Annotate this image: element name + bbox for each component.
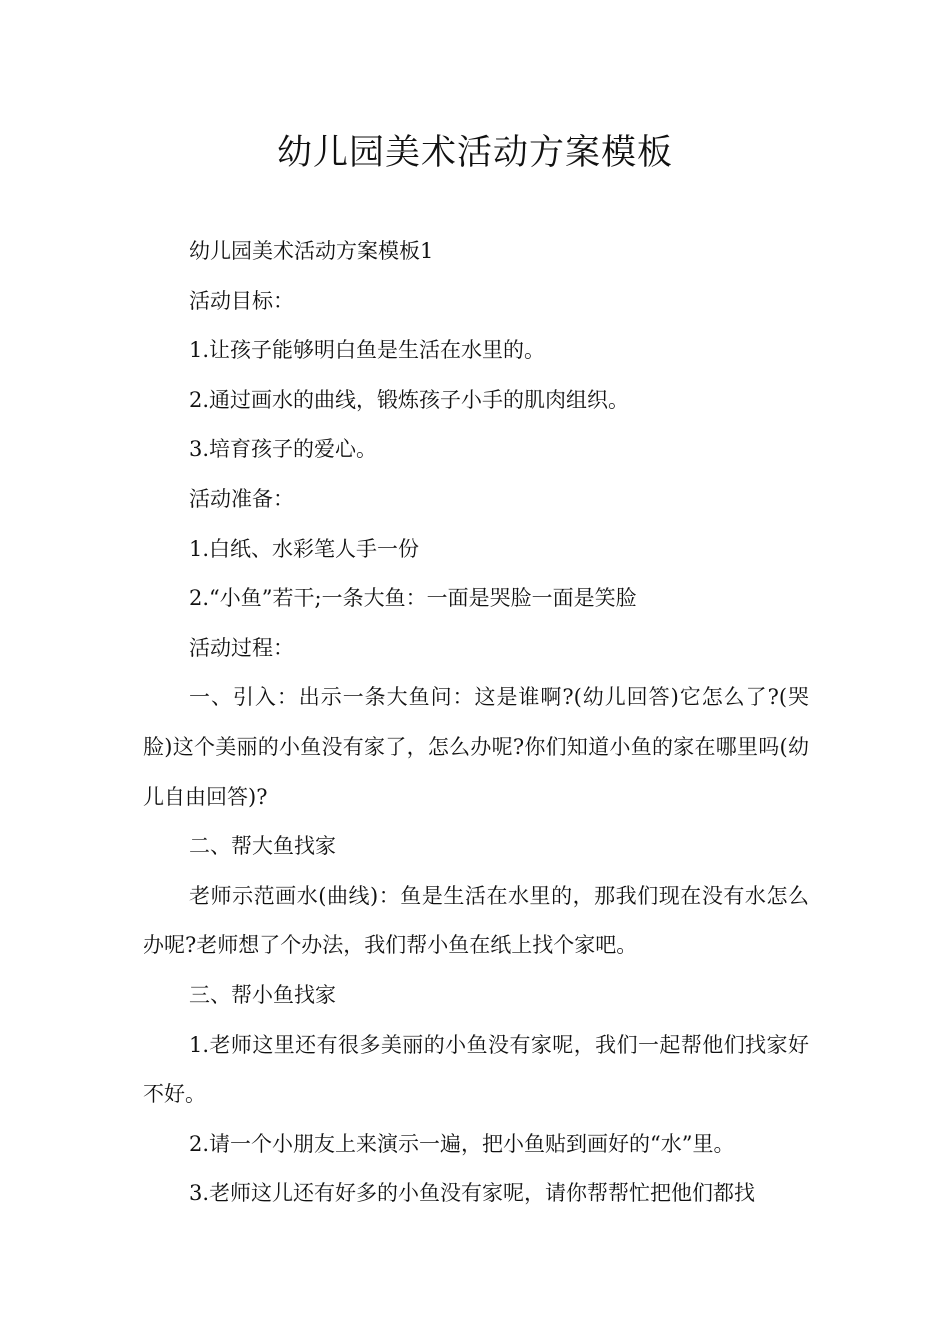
- paragraph-heading-1: 幼儿园美术活动方案模板1: [189, 239, 434, 263]
- paragraph-preparation-1: 1.白纸、水彩笔人手一份: [189, 536, 420, 561]
- paragraph-process-step-3: 三、帮小鱼找家: [189, 982, 336, 1007]
- paragraph-step-3-item-2: 2.请一个小朋友上来演示一遍，把小鱼贴到画好的“水”里。: [189, 1131, 735, 1156]
- document-title: 幼儿园美术活动方案模板: [276, 133, 673, 173]
- paragraph-section-process: 活动过程：: [189, 635, 294, 660]
- paragraph-section-preparation: 活动准备：: [189, 486, 294, 511]
- paragraph-preparation-2: 2.“小鱼”若干;一条大鱼：一面是哭脸一面是笑脸: [189, 586, 637, 611]
- paragraph-goal-2: 2.通过画水的曲线，锻炼孩子小手的肌肉组织。: [189, 387, 630, 412]
- paragraph-goal-3: 3.培育孩子的爱心。: [189, 437, 378, 462]
- paragraph-step-3-item-1: 1.老师这里还有很多美丽的小鱼没有家呢，我们一起帮他们找家好不好。: [143, 1032, 809, 1107]
- paragraph-section-goals: 活动目标：: [189, 288, 294, 313]
- paragraph-process-step-2: 二、帮大鱼找家: [189, 834, 336, 859]
- paragraph-step-3-item-3: 3.老师这儿还有好多的小鱼没有家呢，请你帮帮忙把他们都找: [189, 1181, 756, 1206]
- document-body: [143, 227, 809, 1219]
- paragraph-teacher-demo: 老师示范画水(曲线)：鱼是生活在水里的，那我们现在没有水怎么办呢?老师想了个办法，我们帮小鱼在纸上找个家吧。: [143, 883, 809, 958]
- paragraph-goal-1: 1.让孩子能够明白鱼是生活在水里的。: [189, 338, 546, 363]
- paragraph-process-intro: 一、引入：出示一条大鱼问：这是谁啊?(幼儿回答)它怎么了?(哭脸)这个美丽的小鱼没有家了，怎么办呢?你们知道小鱼的家在哪里吗(幼儿自由回答)?: [143, 685, 809, 809]
